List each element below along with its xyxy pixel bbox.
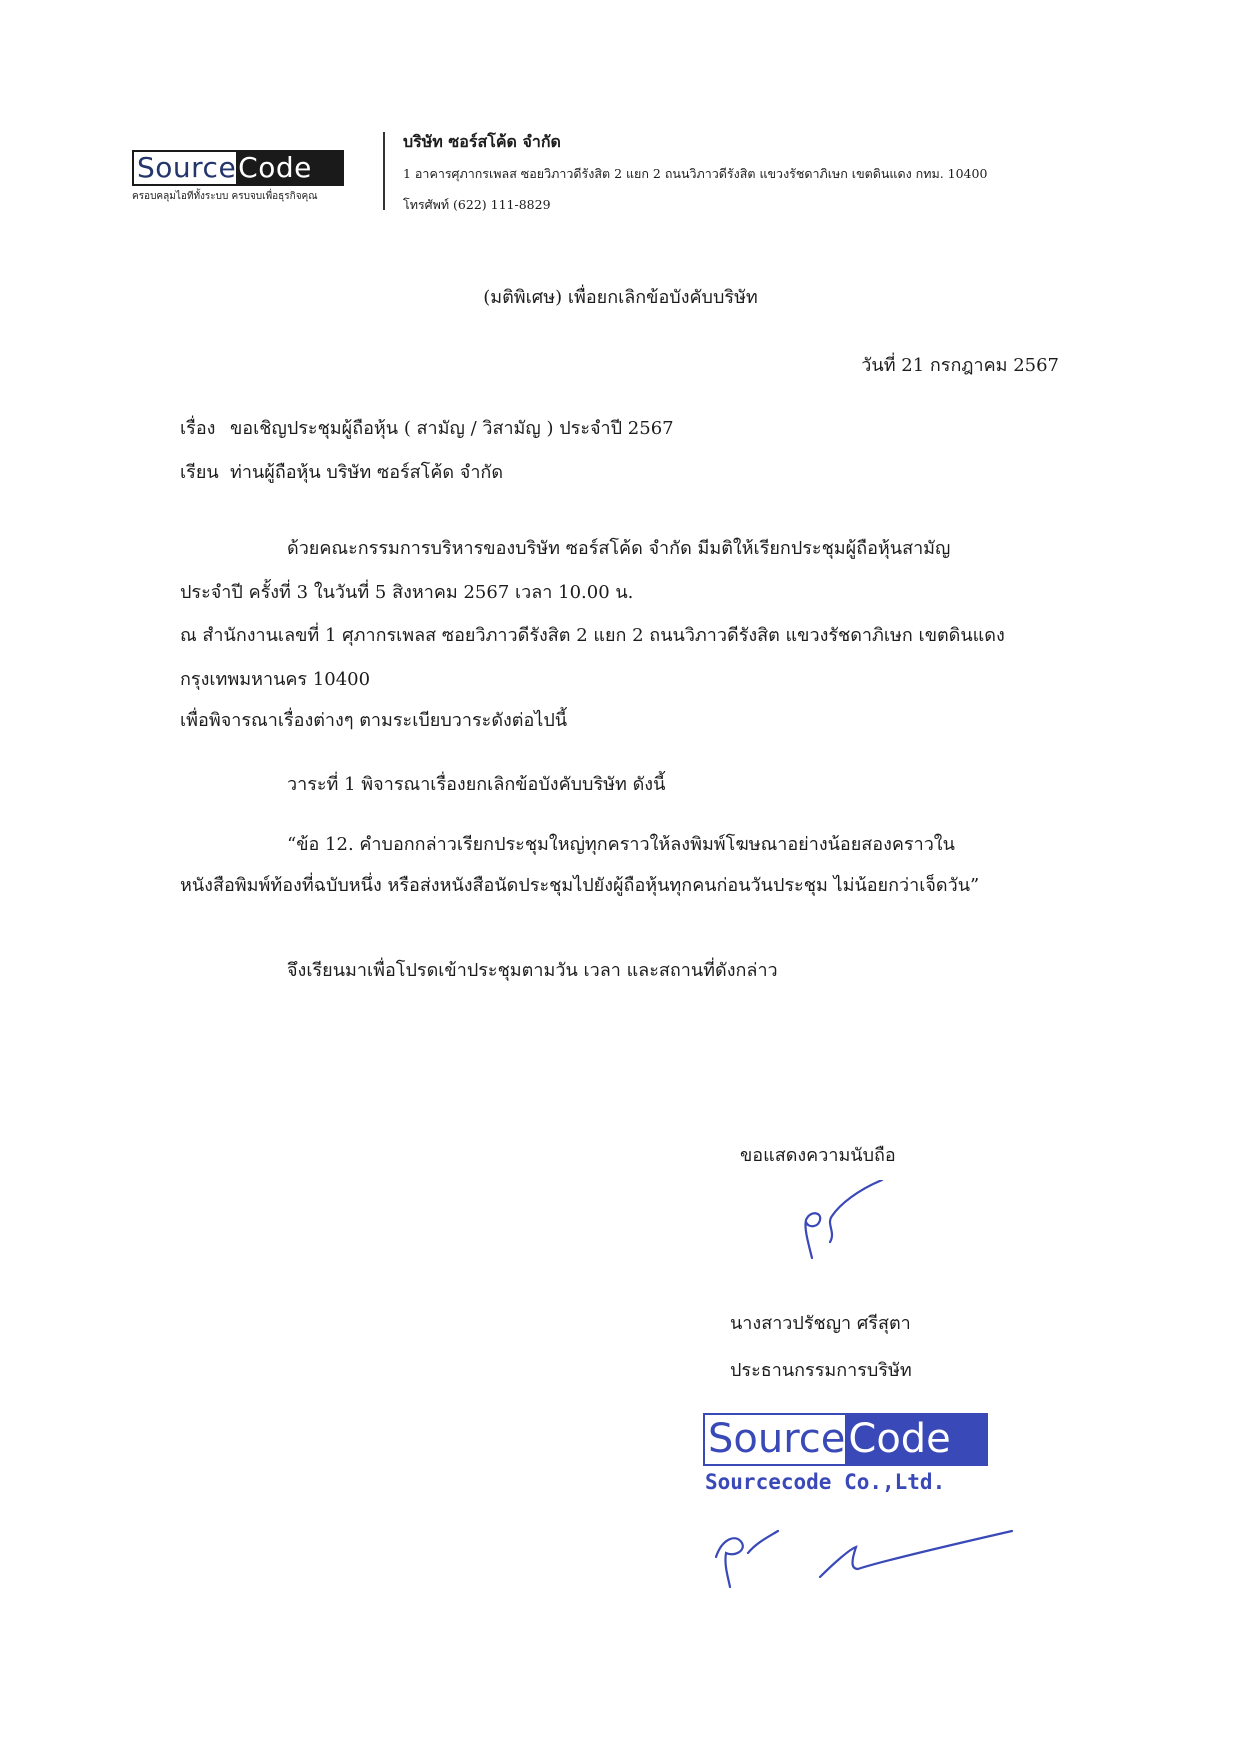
document-date: วันที่ 21 กรกฎาคม 2567 <box>861 355 1059 376</box>
document-title: (มติพิเศษ) เพื่อยกเลิกข้อบังคับบริษัท <box>483 287 758 308</box>
subject-text: ขอเชิญประชุมผู้ถือหุ้น ( สามัญ / วิสามัญ ) ประจำปี 2567 <box>230 418 674 439</box>
logo-source-text: Source <box>137 151 237 184</box>
header-divider <box>383 132 385 210</box>
company-stamp-logo <box>703 1413 988 1466</box>
regards-text: ขอแสดงความนับถือ <box>740 1145 896 1166</box>
clause-quote-line: หนังสือพิมพ์ท้องที่ฉบับหนึ่ง หรือส่งหนังสือนัดประชุมไปยังผู้ถือหุ้นทุกคนก่อนวันประชุม ไม่น้อยกว่าเจ็ดวัน” <box>180 875 980 896</box>
logo-tagline: ครอบคลุมไอทีทั้งระบบ ครบจบเพื่อธุรกิจคุณ <box>132 191 318 202</box>
signatory-position: ประธานกรรมการบริษัท <box>730 1360 912 1381</box>
signatory-name: นางสาวปรัชญา ศรีสุตา <box>730 1313 911 1334</box>
subject-line <box>180 413 674 442</box>
subject-label: เรื่อง <box>180 418 216 439</box>
to-line <box>180 457 503 486</box>
handwritten-signature <box>790 1180 920 1280</box>
stamp-code-text: Code <box>845 1415 986 1464</box>
stamp-signatures <box>712 1495 1042 1595</box>
body-paragraph-line: ณ สำนักงานเลขที่ 1 ศุภากรเพลส ซอยวิภาวดีรังสิต 2 แยก 2 ถนนวิภาวดีรังสิต แขวงรัชดาภิเษก เขตดินแดง <box>180 625 1005 646</box>
company-logo <box>132 150 344 186</box>
company-name: บริษัท ซอร์สโค้ด จำกัด <box>403 132 561 151</box>
body-paragraph-line: ด้วยคณะกรรมการบริหารของบริษัท ซอร์สโค้ด จำกัด มีมติให้เรียกประชุมผู้ถือหุ้นสามัญ <box>287 538 951 559</box>
agenda-item: วาระที่ 1 พิจารณาเรื่องยกเลิกข้อบังคับบริษัท ดังนี้ <box>287 774 666 795</box>
clause-quote-line: “ข้อ 12. คำบอกกล่าวเรียกประชุมใหญ่ทุกคราวให้ลงพิมพ์โฆษณาอย่างน้อยสองคราวใน <box>287 834 955 855</box>
to-label: เรียน <box>180 462 219 483</box>
logo-code-text: Code <box>236 152 342 184</box>
body-paragraph-line: กรุงเทพมหานคร 10400 <box>180 669 371 690</box>
closing-line: จึงเรียนมาเพื่อโปรดเข้าประชุมตามวัน เวลา และสถานที่ดังกล่าว <box>287 960 778 981</box>
stamp-source-text: Source <box>708 1416 846 1462</box>
body-paragraph-line: ประจำปี ครั้งที่ 3 ในวันที่ 5 สิงหาคม 2567 เวลา 10.00 น. <box>180 582 634 603</box>
company-address: 1 อาคารศุภากรเพลส ซอยวิภาวดีรังสิต 2 แยก 2 ถนนวิภาวดีรังสิต แขวงรัชดาภิเษก เขตดินแดง กทม. 10400 <box>403 166 988 181</box>
to-text: ท่านผู้ถือหุ้น บริษัท ซอร์สโค้ด จำกัด <box>230 462 504 483</box>
company-phone: โทรศัพท์ (622) 111-8829 <box>403 197 551 212</box>
body-paragraph-line: เพื่อพิจารณาเรื่องต่างๆ ตามระเบียบวาระดังต่อไปนี้ <box>180 710 568 731</box>
stamp-company-name: Sourcecode Co.,Ltd. <box>705 1470 946 1494</box>
